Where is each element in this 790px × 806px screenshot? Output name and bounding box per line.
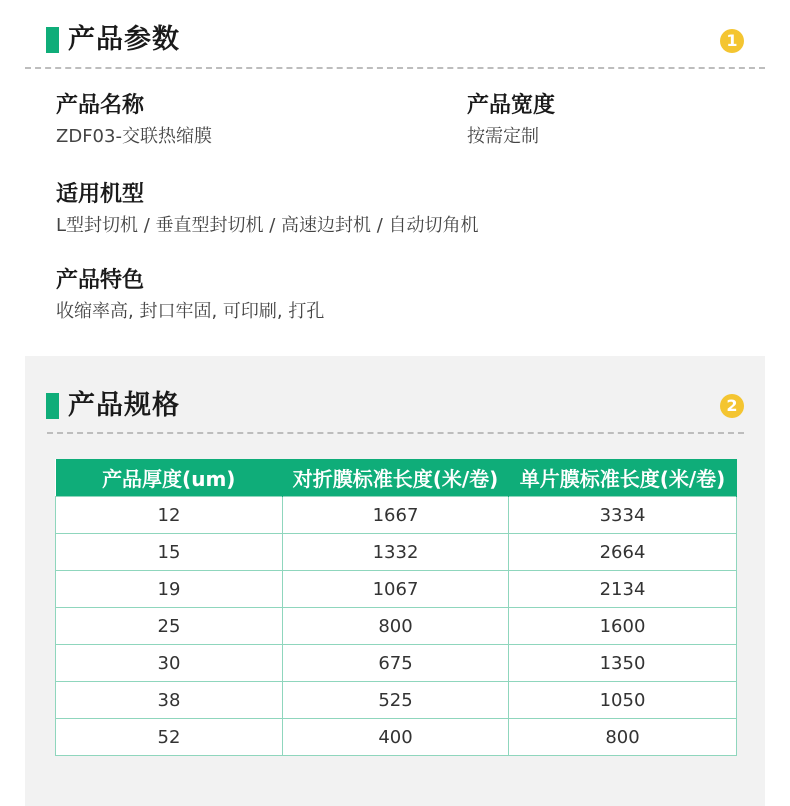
product-width-value: 按需定制 — [467, 126, 539, 147]
thickness-cell: 38 — [56, 682, 283, 719]
spec-table-header-row — [56, 459, 737, 497]
thickness-column-header: 产品厚度(um) — [56, 459, 283, 497]
thickness-cell: 52 — [56, 719, 283, 756]
section-params-title: 产品参数 — [68, 24, 180, 55]
section-specs-title: 产品规格 — [68, 390, 180, 421]
section-number-badge: 1 — [720, 29, 744, 53]
single-length-column-header: 单片膜标准长度(米/卷) — [509, 459, 737, 497]
section-specs-header — [46, 388, 746, 424]
table-row — [56, 719, 737, 756]
single-length-cell: 3334 — [509, 497, 737, 534]
product-name-label: 产品名称 — [56, 93, 145, 118]
table-row — [56, 571, 737, 608]
machines-label: 适用机型 — [56, 182, 145, 207]
single-length-cell: 2134 — [509, 571, 737, 608]
thickness-cell: 25 — [56, 608, 283, 645]
thickness-cell: 15 — [56, 534, 283, 571]
section-params-header — [46, 22, 746, 58]
machines-value: L型封切机 / 垂直型封切机 / 高速边封机 / 自动切角机 — [56, 215, 479, 236]
table-row — [56, 534, 737, 571]
thickness-cell: 12 — [56, 497, 283, 534]
thickness-cell: 30 — [56, 645, 283, 682]
single-length-cell: 1600 — [509, 608, 737, 645]
single-length-cell: 800 — [509, 719, 737, 756]
title-accent-bar — [46, 393, 59, 419]
title-accent-bar — [46, 27, 59, 53]
product-width-label: 产品宽度 — [467, 93, 556, 118]
table-row — [56, 608, 737, 645]
folded-length-column-header: 对折膜标准长度(米/卷) — [283, 459, 509, 497]
folded-length-cell: 800 — [283, 608, 509, 645]
folded-length-cell: 400 — [283, 719, 509, 756]
thickness-cell: 19 — [56, 571, 283, 608]
section-number-badge: 2 — [720, 394, 744, 418]
folded-length-cell: 525 — [283, 682, 509, 719]
folded-length-cell: 1332 — [283, 534, 509, 571]
folded-length-cell: 1067 — [283, 571, 509, 608]
table-row — [56, 682, 737, 719]
folded-length-cell: 1667 — [283, 497, 509, 534]
spec-table — [55, 459, 737, 756]
features-value: 收缩率高, 封口牢固, 可印刷, 打孔 — [56, 301, 325, 322]
table-row — [56, 645, 737, 682]
single-length-cell: 1050 — [509, 682, 737, 719]
single-length-cell: 2664 — [509, 534, 737, 571]
table-row — [56, 497, 737, 534]
section-divider — [25, 67, 765, 69]
product-name-value: ZDF03-交联热缩膜 — [56, 126, 212, 147]
features-label: 产品特色 — [56, 268, 145, 293]
single-length-cell: 1350 — [509, 645, 737, 682]
folded-length-cell: 675 — [283, 645, 509, 682]
section-specs-panel — [25, 356, 765, 806]
section-divider — [47, 432, 744, 434]
